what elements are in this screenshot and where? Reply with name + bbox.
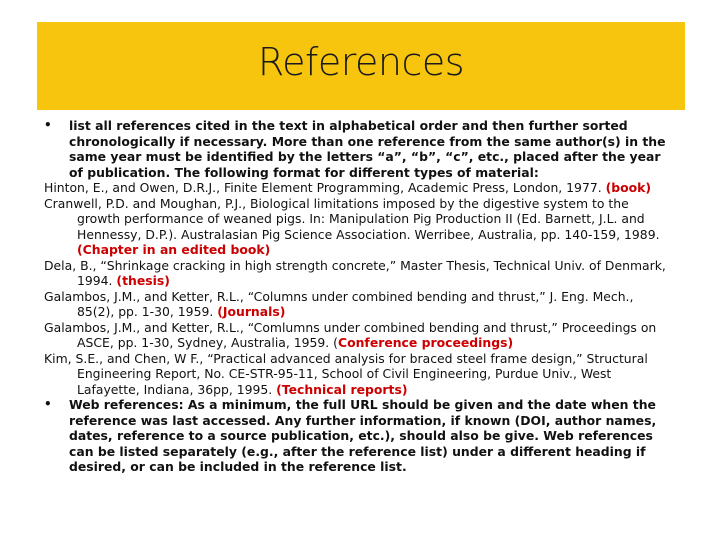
reference-type-tag: (Chapter in an edited book) bbox=[77, 242, 271, 257]
bullet-icon: • bbox=[44, 397, 52, 411]
reference-text: Dela, B., “Shrinkage cracking in high strength concrete,” Master Thesis, Technical Univ. of Denmark, 1994. bbox=[44, 257, 666, 288]
intro-bullet bbox=[44, 118, 674, 180]
slide-title: References bbox=[257, 40, 465, 84]
reference-thesis bbox=[44, 258, 674, 289]
reference-report bbox=[44, 351, 674, 398]
reference-text: Galambos, J.M., and Ketter, R.L., “Columns under combined bending and thrust,” J. Eng. Mech., 85(2), pp. 1-30, 1959. bbox=[44, 288, 634, 319]
reference-type-tag: (thesis) bbox=[116, 273, 170, 288]
reference-text: Cranwell, P.D. and Moughan, P.J., Biological limitations imposed by the digestive system to the growth performance of weaned pigs. In: Manipulation Pig Production II (Ed. Barnett, J.L. and Hennessy, D.P.). Australasian Pig Science Association. Werribee, Australia, pp. 140-159, 1989. bbox=[44, 195, 660, 242]
reference-journal bbox=[44, 289, 674, 320]
reference-type-tag: Conference proceedings) bbox=[338, 335, 514, 350]
intro-bullet-text: list all references cited in the text in alphabetical order and then further sorted chronologically if necessary. More than one reference from the same author(s) in the same year must be identified by the letters “a”, “b”, “c”, etc., placed after the year of publication. The following format for different types of material: bbox=[69, 118, 666, 180]
references-body bbox=[44, 118, 674, 475]
reference-text: Hinton, E., and Owen, D.R.J., Finite Element Programming, Academic Press, London, 1977. bbox=[44, 180, 606, 195]
reference-type-tag-prefix: ( bbox=[333, 335, 338, 350]
reference-chapter bbox=[44, 196, 674, 258]
reference-text: Kim, S.E., and Chen, W F., “Practical advanced analysis for braced steel frame design,” Structural Engineering Report, No. CE-STR-95-11, School of Civil Engineering, Purdue Univ., West Lafayette, Indiana, 36pp, 1995. bbox=[44, 350, 648, 397]
web-bullet bbox=[44, 397, 674, 475]
reference-book bbox=[44, 180, 674, 196]
bullet-icon: • bbox=[44, 118, 52, 132]
reference-type-tag: (book) bbox=[605, 180, 652, 195]
reference-type-tag: (Journals) bbox=[217, 304, 286, 319]
web-bullet-text: Web references: As a minimum, the full URL should be given and the date when the reference was last accessed. Any further information, if known (DOI, author names, dates, reference to a source publication, etc.), should also be give. Web references can be listed separately (e.g., after the reference list) under a different heading if desired, or can be included in the reference list. bbox=[69, 397, 657, 474]
title-bar bbox=[37, 22, 685, 110]
reference-text: Galambos, J.M., and Ketter, R.L., “Comlumns under combined bending and thrust,” Proceedings on ASCE, pp. 1-30, Sydney, Australia, 1959. bbox=[44, 319, 657, 350]
reference-conference bbox=[44, 320, 674, 351]
reference-type-tag: (Technical reports) bbox=[276, 381, 408, 397]
